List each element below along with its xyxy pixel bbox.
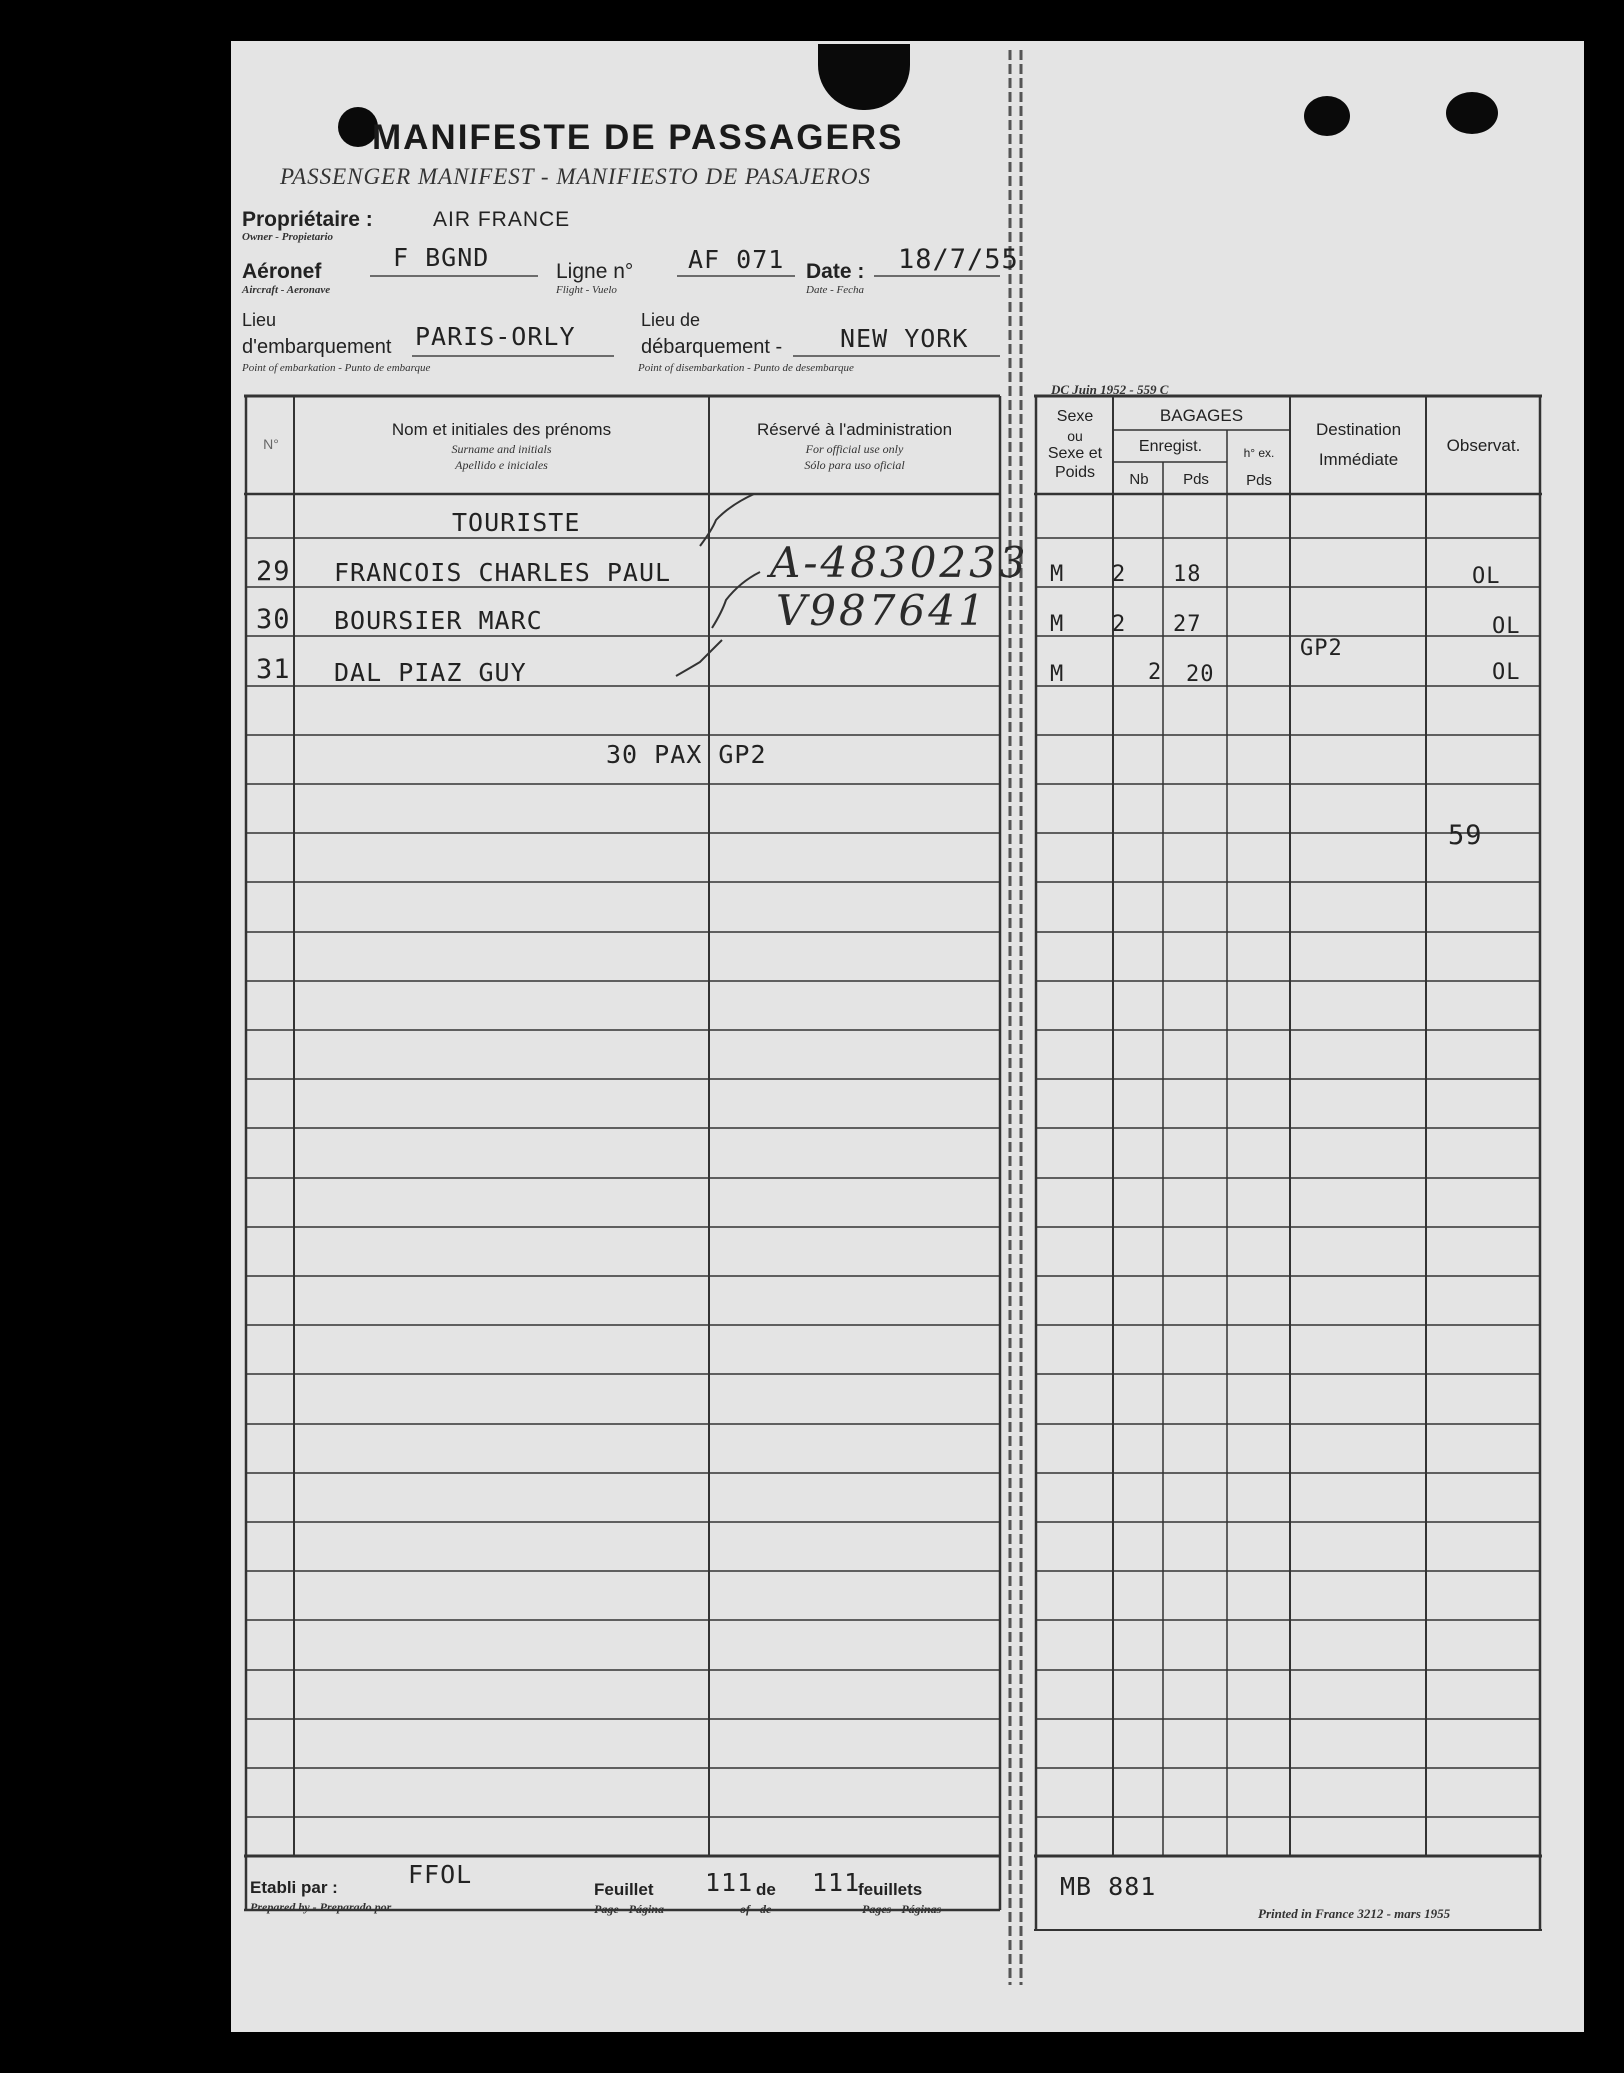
row-31-name: DAL PIAZ GUY <box>334 658 527 687</box>
row-30-no: 30 <box>256 604 291 635</box>
row-30-nb: 2 <box>1112 612 1127 637</box>
col-header-name-sub-2: Apellido e iniciales <box>455 458 548 472</box>
col-header-enregist: Enregist. <box>1138 438 1203 455</box>
aircraft-value: F BGND <box>393 243 490 272</box>
date-sub: Date - Fecha <box>806 284 865 296</box>
date-label: Date : <box>806 260 865 283</box>
col-header-destination-1: Destination <box>1315 420 1402 439</box>
row-31-no: 31 <box>256 654 291 685</box>
owner-label: Propriétaire : <box>242 208 373 231</box>
col-header-no: N° <box>263 436 279 452</box>
summary-note: 30 PAX GP2 <box>606 740 767 769</box>
row-30-pds: 27 <box>1173 612 1202 637</box>
owner-sub: Owner - Propietario <box>242 231 334 243</box>
row-31-nb: 2 <box>1148 660 1163 685</box>
col-header-name: Nom et initiales des prénoms <box>391 420 612 439</box>
of-value: 111 <box>812 1868 861 1897</box>
disembark-sub: Point of disembarkation - Punto de desembarque <box>638 362 854 374</box>
col-header-hex-pds: Pds <box>1246 472 1272 489</box>
embark-label-1: Lieu <box>242 310 277 330</box>
printed-note: Printed in France 3212 - mars 1955 <box>1258 1906 1451 1921</box>
prepared-label: Etabli par : <box>250 1878 338 1897</box>
col-header-admin-sub-1: For official use only <box>805 442 904 456</box>
disembark-label-1: Lieu de <box>641 310 701 330</box>
row-31-sex: M <box>1050 662 1065 687</box>
row-29-admin: A-4830233 <box>770 538 1029 587</box>
row-29-pds: 18 <box>1173 562 1202 587</box>
row-29-sex: M <box>1050 562 1065 587</box>
observ-total: 59 <box>1448 820 1483 851</box>
prepared-value: FFOL <box>408 1860 473 1889</box>
flight-value: AF 071 <box>688 245 785 274</box>
owner-value: AIR FRANCE <box>433 208 571 231</box>
col-header-sex-3: Sexe et <box>1047 445 1103 462</box>
row-30-obs: OL <box>1492 614 1521 639</box>
form-code: DC Juin 1952 - 559 C <box>1051 382 1169 397</box>
sheet-sub-1: Page - Página <box>594 1902 664 1916</box>
col-header-destination-2: Immédiate <box>1318 450 1399 469</box>
prepared-sub: Prepared by - Preparado por <box>250 1900 392 1914</box>
row-29-obs: OL <box>1472 564 1501 589</box>
check-mark-row-30 <box>712 572 760 628</box>
flight-sub: Flight - Vuelo <box>556 284 617 296</box>
disembark-label-2: débarquement - <box>641 336 783 358</box>
col-header-sex-2: ou <box>1067 428 1083 444</box>
col-header-admin: Réservé à l'administration <box>756 420 953 439</box>
row-30-sex: M <box>1050 612 1065 637</box>
check-mark-row-31 <box>676 640 722 676</box>
col-header-hex: h° ex. <box>1243 446 1275 460</box>
row-31-obs: OL <box>1492 660 1521 685</box>
row-29-nb: 2 <box>1112 562 1127 587</box>
row-30-name: BOURSIER MARC <box>334 606 543 635</box>
form-ref: MB 881 <box>1060 1872 1157 1901</box>
row-29-no: 29 <box>256 556 291 587</box>
col-header-admin-sub-2: Sólo para uso oficial <box>804 458 905 472</box>
embark-value: PARIS-ORLY <box>415 322 576 351</box>
manifest-title: MANIFESTE DE PASSAGERS <box>372 118 904 157</box>
sheet-value: 111 <box>705 1868 754 1897</box>
embark-label-2: d'embarquement <box>242 336 392 358</box>
col-header-sex-1: Sexe <box>1056 408 1094 425</box>
col-header-name-sub-1: Surname and initials <box>451 442 552 456</box>
aircraft-label: Aéronef <box>242 260 322 283</box>
row-31-pds: 20 <box>1186 662 1215 687</box>
col-header-pds: Pds <box>1183 471 1209 488</box>
sheet-sub-3: Pages - Páginas <box>862 1902 942 1916</box>
section-label-touriste: TOURISTE <box>452 508 581 537</box>
col-header-sex-4: Poids <box>1054 464 1096 481</box>
check-mark-touriste <box>700 494 754 546</box>
col-header-bagages: BAGAGES <box>1159 406 1244 425</box>
aircraft-sub: Aircraft - Aeronave <box>242 284 331 296</box>
row-30-admin: V987641 <box>776 586 988 635</box>
flight-label: Ligne n° <box>556 260 634 283</box>
sheets-label: feuillets <box>858 1880 923 1899</box>
row-29-name: FRANCOIS CHARLES PAUL <box>334 558 672 587</box>
embark-sub: Point of embarkation - Punto de embarque <box>242 362 431 374</box>
col-header-observ: Observat. <box>1446 436 1521 455</box>
date-value: 18/7/55 <box>898 244 1019 275</box>
disembark-value: NEW YORK <box>840 324 969 353</box>
sheet-sub-2: of - de <box>740 1902 772 1916</box>
row-31-dest: GP2 <box>1300 636 1343 661</box>
col-header-nb: Nb <box>1129 471 1149 488</box>
sheet-label: Feuillet <box>594 1880 654 1899</box>
manifest-subtitle: PASSENGER MANIFEST - MANIFIESTO DE PASAJEROS <box>280 164 872 189</box>
of-label: de <box>756 1880 776 1899</box>
